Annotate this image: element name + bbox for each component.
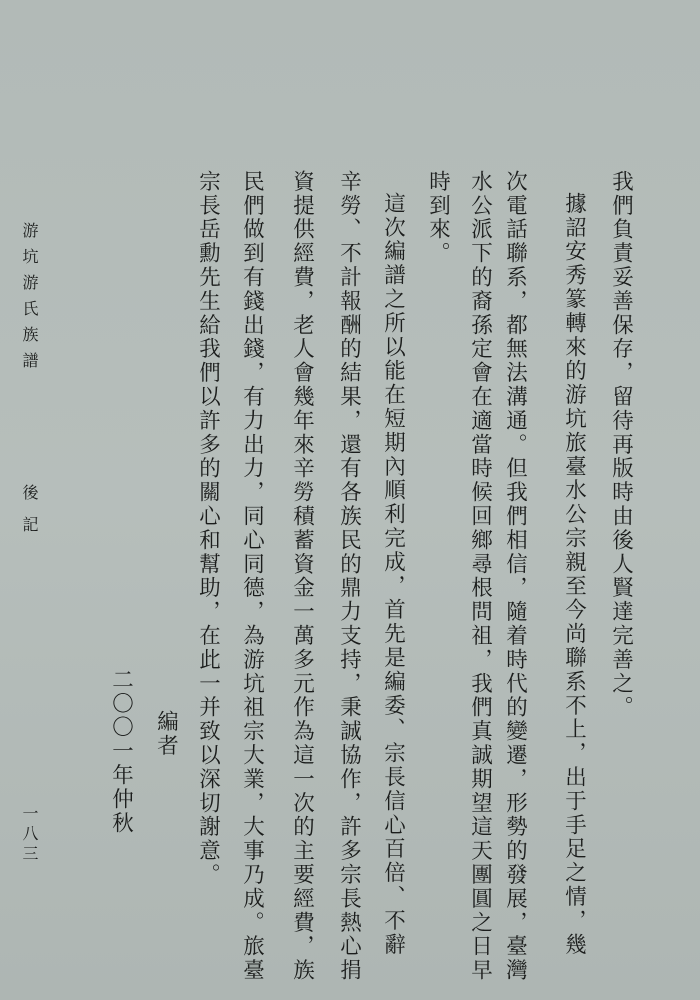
body-column-1: 我們負責妥善保存，留待再版時由後人賢達完善之。 (608, 170, 634, 720)
section-title: 後記 (20, 484, 39, 548)
body-column-3: 次電話聯系，都無法溝通。但我們相信，隨着時代的變遷，形勢的發展，臺灣 (502, 170, 528, 983)
body-column-8: 資提供經費，老人會幾年來辛勞積蓄資金一萬多元作為這一次的主要經費，族 (289, 170, 315, 983)
body-column-5: 時到來。 (425, 170, 451, 266)
signature-author: 編者 (153, 710, 179, 758)
body-column-4: 水公派下的裔孫定會在適當時候回鄉尋根問祖，我們真誠期望這天團圓之日早 (467, 170, 493, 983)
body-column-6: 這次編譜之所以能在短期內順利完成，首先是編委、宗長信心百倍、不辭 (380, 192, 406, 957)
running-header: 游坑游氏族譜 (20, 222, 39, 378)
body-column-9: 民們做到有錢出錢，有力出力，同心同德，為游坑祖宗大業，大事乃成。旅臺 (239, 170, 265, 983)
body-column-10: 宗長岳勳先生給我們以許多的關心和幫助，在此一并致以深切謝意。 (195, 170, 221, 887)
page-number: 一八三 (20, 805, 39, 865)
signature-date: 二〇〇一年仲秋 (108, 668, 134, 836)
body-column-7: 辛勞、不計報酬的結果，還有各族民的鼎力支持，秉誠協作，許多宗長熱心捐 (336, 170, 362, 983)
body-column-2: 據詔安秀篆轉來的游坑旅臺水公宗親至今尚聯系不上，出于手足之情，幾 (561, 192, 587, 957)
